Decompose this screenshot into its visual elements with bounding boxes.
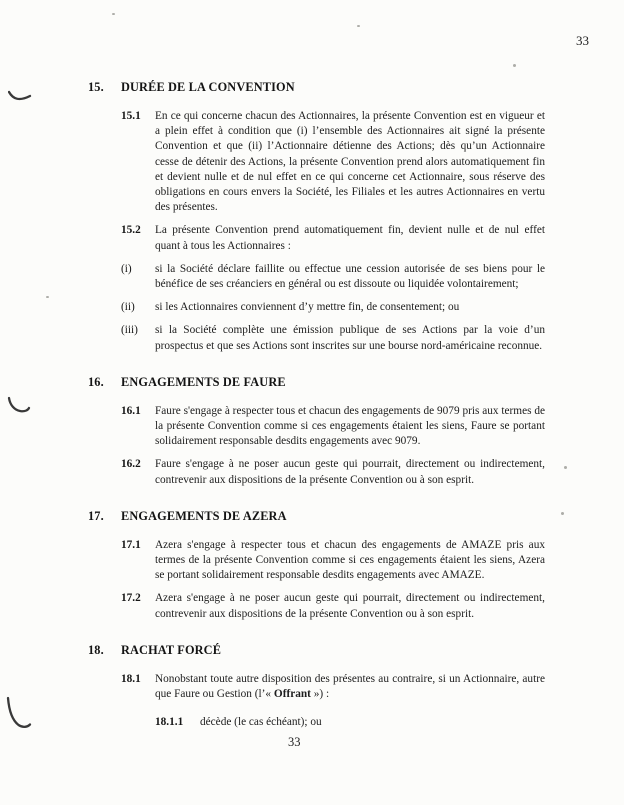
scan-speck (357, 25, 360, 27)
clause-number: 16.2 (121, 458, 141, 471)
section-15-heading (88, 80, 545, 95)
section-title: RACHAT FORCÉ (121, 642, 222, 657)
defined-term-offrant: Offrant (273, 688, 311, 701)
page-number-top: 33 (576, 33, 589, 48)
clause-16-1 (121, 404, 545, 450)
clause-number: (i) (121, 262, 132, 275)
clause-text: si les Actionnaires conviennent d’y mettre fin, de consentement; ou (155, 301, 460, 314)
clause-text: En ce qui concerne chacun des Actionnaires, la présente Convention est en vigueur et a plein effet à condition que (i) l’ensemble des Actionnaires ait signé la présente Convention et que (ii) l’Actionnaire détienne des Actions; dès qu’un Actionnaire cesse de détenir des Actions, la présente Convention prend alors automatiquement fin et devient nulle et de nul effet en ce qui concerne cet Actionnaire, sous réserve des obligations en cours envers la Société, les Filiales et les autres Actionnaires en vertu des présentes. (155, 110, 545, 214)
scan-speck (564, 466, 567, 469)
clause-number: 16.1 (121, 404, 141, 417)
scan-speck (46, 296, 49, 298)
clause-number: 17.1 (121, 538, 141, 551)
clause-text: si la Société complète une émission publique de ses Actions par la voie d’un prospectus et que ses Actions sont inscrites sur une bourse nord-américaine reconnue. (155, 324, 545, 352)
clause-text: Azera s'engage à respecter tous et chacun des engagements de AMAZE pris aux termes de la présente Convention comme si ces engagements étaient les siens, Azera se portant solidairement responsable desdits engagements avec AMAZE. (155, 538, 545, 582)
document-content (88, 80, 545, 738)
clause-text-before: Nonobstant toute autre disposition des présentes au contraire, si un Actionnaire, autre que Faure ou Gestion (l’« (155, 672, 545, 701)
section-title: ENGAGEMENTS DE FAURE (121, 374, 286, 389)
scan-curl-mark-middle (7, 396, 31, 416)
clause-text: si la Société déclare faillite ou effectue une cession autorisée de ses biens pour le bénéfice de ses créanciers en général ou est dissoute ou liquidée volontairement; (155, 262, 545, 291)
clause-16-2 (121, 457, 545, 487)
clause-text: Azera s'engage à ne poser aucun geste qui pourrait, directement ou indirectement, contrevenir aux dispositions de la présente Convention ou à son esprit. (155, 592, 545, 620)
clause-15-2-i (121, 262, 545, 292)
section-16-heading (88, 375, 545, 390)
clause-text-after: ») : (310, 688, 330, 701)
clause-number: 18.1.1 (155, 716, 184, 729)
page-number-bottom: 33 (288, 735, 301, 749)
clause-15-2-iii (121, 323, 545, 353)
scan-curl-mark-bottom (5, 696, 32, 731)
clause-17-1 (121, 538, 545, 584)
clause-18-1 (121, 672, 545, 702)
section-number: 18. (88, 642, 104, 657)
section-number: 16. (88, 374, 104, 389)
clause-number: (iii) (121, 324, 138, 337)
scan-speck (112, 13, 115, 15)
scan-speck (561, 512, 564, 515)
clause-15-2 (121, 223, 545, 253)
section-number: 17. (88, 508, 104, 523)
clause-number: (ii) (121, 301, 135, 314)
section-title: DURÉE DE LA CONVENTION (121, 80, 295, 94)
section-18-heading (88, 643, 545, 658)
clause-number: 18.1 (121, 672, 141, 685)
section-title: ENGAGEMENTS DE AZERA (121, 508, 287, 523)
scan-curl-mark-top (8, 88, 32, 104)
clause-15-2-ii (121, 300, 545, 315)
clause-18-1-1 (155, 715, 545, 730)
clause-number: 17.2 (121, 592, 141, 605)
clause-text (155, 672, 545, 702)
section-17-heading (88, 509, 545, 524)
clause-number: 15.2 (121, 224, 141, 237)
clause-text: décède (le cas échéant); ou (200, 716, 322, 729)
scan-speck (513, 64, 516, 67)
section-number: 15. (88, 80, 104, 94)
clause-15-1 (121, 109, 545, 215)
clause-text: Faure s'engage à ne poser aucun geste qui pourrait, directement ou indirectement, contrevenir aux dispositions de la présente Convention ou à son esprit. (155, 458, 545, 486)
clause-text: La présente Convention prend automatiquement fin, devient nulle et de nul effet quant à tous les Actionnaires : (155, 224, 545, 252)
clause-17-2 (121, 591, 545, 621)
clause-number: 15.1 (121, 110, 141, 122)
clause-text: Faure s'engage à respecter tous et chacun des engagements de 9079 pris aux termes de la présente Convention comme si ces engagements étaient les siens, Faure se portant solidairement responsable desdits engagements avec 9079. (155, 404, 545, 448)
